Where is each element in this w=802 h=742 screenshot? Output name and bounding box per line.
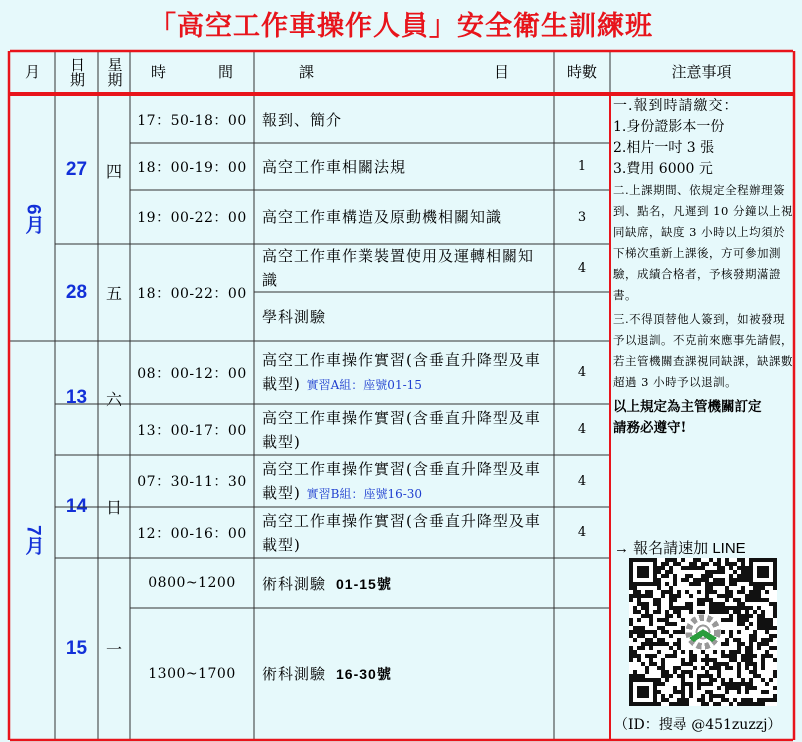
course-cell [254,455,554,507]
time-cell: 13：00-17：00 [137,422,247,439]
header-time-label: 間 [218,62,234,81]
month-label: 6月 [22,203,44,234]
line-id: （ID：搜尋 @451zuzzj） [614,717,782,733]
month-cell [10,96,55,341]
page-title: 「高空工作車操作人員」安全衛生訓練班 [149,11,653,42]
time-cell: 12：00-16：00 [137,525,247,542]
hours-cell: 3 [577,209,587,225]
header-notes: 注意事項 [671,62,732,81]
seat-range: 16-30號 [336,666,392,682]
course-cell [254,96,554,143]
course-label: 高空工作車操作實習(含垂直升降型及車載型) [262,459,541,502]
course-cell [254,190,554,244]
month-cell [10,341,55,739]
hours-cell: 4 [577,422,587,437]
course-cell [254,558,554,608]
note-2: 二.上課期間、依規定全程辦理簽到、點名，凡遲到 10 分鐘以上視同缺席，缺度 3 小時以上均須於下梯次重新上課後，方可參加測驗，成績合格者，予核發期滿證書。 [613,183,793,302]
seat-range: 01-15號 [336,575,392,592]
hours-cell [554,292,610,341]
comply-statement: 請務必遵守! [613,420,687,436]
course-label: 高空工作車相關法規 [262,157,407,176]
time-cell: 0800~1200 [148,575,236,591]
course-label: 術科測驗 [262,665,327,683]
weekday-cell: 一 [105,640,122,659]
month-label: 7月 [22,525,44,555]
date-cell: 13 [65,387,88,408]
date-cell: 28 [65,281,88,303]
note-1-item: 1.身份證影本一份 [613,119,725,135]
header-hours: 時數 [566,62,597,81]
weekday-cell: 四 [105,161,122,181]
hours-cell: 4 [577,525,587,540]
course-cell [254,292,554,341]
course-label: 高空工作車操作實習(含垂直升降型及車載型) [262,511,541,554]
header-time [130,52,254,92]
header-date [55,52,98,92]
time-cell: 18：00-22：00 [137,285,247,302]
header-month: 月 [24,62,40,81]
course-cell [254,341,554,404]
weekday-cell: 日 [105,498,122,517]
course-cell [254,244,554,292]
time-cell: 1300~1700 [148,665,236,682]
course-cell [254,507,554,558]
note-1-item: 2.相片一吋 3 張 [613,140,715,156]
note-1-title: 一.報到時請繳交： [613,98,739,114]
header-weekday-label: 星期 [105,57,124,87]
date-cell: 14 [65,495,88,517]
header-time-label: 時 [150,62,166,81]
practice-group-note: 實習B組：座號16-30 [306,486,423,501]
note-1-item: 3.費用 6000 元 [613,161,713,177]
notes-panel [613,96,793,439]
course-label: 報到、簡介 [262,110,343,129]
course-label: 高空工作車作業裝置使用及運轉相關知識 [262,247,535,289]
line-qr-code[interactable] [628,558,778,706]
line-signup-cta: → 報名請速加 LINE [614,540,746,557]
course-label: 高空工作車操作實習(含垂直升降型及車載型) [262,351,541,393]
note-3: 三.不得頂替他人簽到，如被發現予以退訓。不克前來應事先請假，若主管機關查課視同缺課，缺課數超過 3 小時予以退訓。 [613,312,793,389]
hours-cell: 4 [577,365,587,380]
time-cell: 08：00-12：00 [137,365,247,382]
course-cell [254,143,554,190]
header-course-label: 課 [298,62,314,81]
hours-cell [554,558,610,608]
hours-cell [554,608,610,739]
hours-cell: 4 [577,260,587,276]
header-weekday [98,52,130,92]
header-course-label: 目 [494,62,510,81]
header-course [254,52,554,92]
header-date-label: 日期 [68,57,86,87]
course-label: 高空工作車操作實習(含垂直升降型及車載型) [262,408,541,451]
date-cell: 27 [65,159,88,180]
hours-cell [554,96,610,143]
date-cell: 15 [65,637,88,659]
course-label: 學科測驗 [262,307,327,326]
course-cell [254,404,554,455]
time-cell: 19：00-22：00 [137,210,247,226]
course-label: 高空工作車構造及原動機相關知識 [262,208,503,226]
course-cell [254,608,554,739]
time-cell: 18：00-19：00 [137,159,247,176]
hours-cell: 4 [577,473,587,489]
hours-cell: 1 [577,159,587,174]
rule-statement: 以上規定為主管機關訂定 [613,399,762,415]
gear-logo-icon [686,615,720,649]
practice-group-note: 實習A組：座號01-15 [306,378,422,392]
weekday-cell: 六 [105,389,122,409]
weekday-cell: 五 [105,284,122,303]
time-cell: 17：50-18：00 [137,112,247,129]
time-cell: 07：30-11：30 [137,474,247,490]
course-label: 術科測驗 [262,574,327,593]
